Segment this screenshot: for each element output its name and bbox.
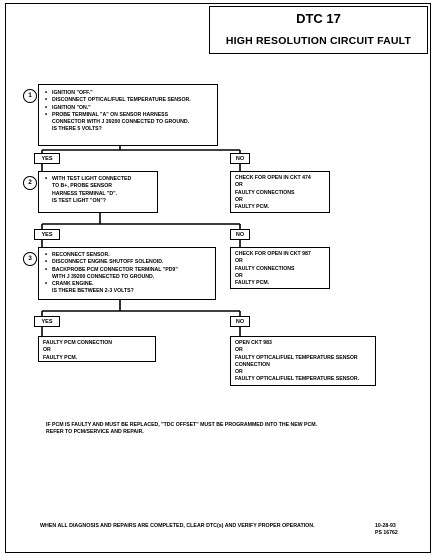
footer-instruction: WHEN ALL DIAGNOSIS AND REPAIRS ARE COMPLETED, CLEAR DTC(s) AND VERIFY PROPER OPERATION. [40, 523, 315, 529]
step-2-bullet: • WITH TEST LIGHT CONNECTED TO B+, PROBE SENSOR HARNESS TERMINAL "D". IS TEST LIGHT "ON"? [43, 176, 153, 205]
footer-reference [375, 523, 398, 536]
step-3-marker: 3 [23, 252, 37, 266]
footer-date: 10-28-93 [375, 523, 396, 529]
no-3-result-box: OPEN CKT 983 OR FAULTY OPTICAL/FUEL TEMPERATURE SENSOR CONNECTION OR FAULTY OPTICAL/FUEL TEMPERATURE SENSOR. [230, 336, 376, 386]
step-1-bullet: • DISCONNECT OPTICAL/FUEL TEMPERATURE SENSOR. [43, 97, 213, 104]
step-3-bullet: • DISCONNECT ENGINE SHUTOFF SOLENOID. [43, 259, 211, 266]
step-1-bullet: • PROBE TERMINAL "A" ON SENSOR HARNESS CONNECTOR WITH J 39200 CONNECTED TO GROUND. IS THERE 5 VOLTS? [43, 112, 213, 134]
step-1-box [38, 84, 218, 146]
step-3-box [38, 247, 216, 300]
no-3-box: NO [230, 316, 250, 327]
step-3-bullet: • RECONNECT SENSOR. [43, 252, 211, 259]
step-1-bullet: • IGNITION "OFF." [43, 90, 213, 97]
pcm-replacement-note: IF PCM IS FAULTY AND MUST BE REPLACED, "TDC OFFSET" MUST BE PROGRAMMED INTO THE NEW PCM. REFER TO PCM/SERVICE AND REPAIR. [46, 422, 318, 436]
no-2-box: NO [230, 229, 250, 240]
no-1-result-box: CHECK FOR OPEN IN CKT 474 OR FAULTY CONNECTIONS OR FAULTY PCM. [230, 171, 330, 213]
step-3-bullet: • BACKPROBE PCM CONNECTOR TERMINAL "PD9" WITH J 39200 CONNECTED TO GROUND. [43, 267, 211, 282]
dtc-title: HIGH RESOLUTION CIRCUIT FAULT [225, 35, 412, 47]
step-2-box [38, 171, 158, 213]
yes-3-result-box: FAULTY PCM CONNECTION OR FAULTY PCM. [38, 336, 156, 362]
yes-3-box: YES [34, 316, 60, 327]
step-3-bullet: • CRANK ENGINE. IS THERE BETWEEN 2-3 VOLTS? [43, 281, 211, 296]
dtc-code: DTC 17 [296, 11, 341, 26]
step-2-marker: 2 [23, 176, 37, 190]
no-2-result-box: CHECK FOR OPEN IN CKT 987 OR FAULTY CONNECTIONS OR FAULTY PCM. [230, 247, 330, 289]
yes-1-box: YES [34, 153, 60, 164]
no-1-box: NO [230, 153, 250, 164]
step-1-marker: 1 [23, 89, 37, 103]
step-1-bullet: • IGNITION "ON." [43, 105, 213, 112]
yes-2-box: YES [34, 229, 60, 240]
footer-ref-code: PS 16762 [375, 529, 398, 536]
